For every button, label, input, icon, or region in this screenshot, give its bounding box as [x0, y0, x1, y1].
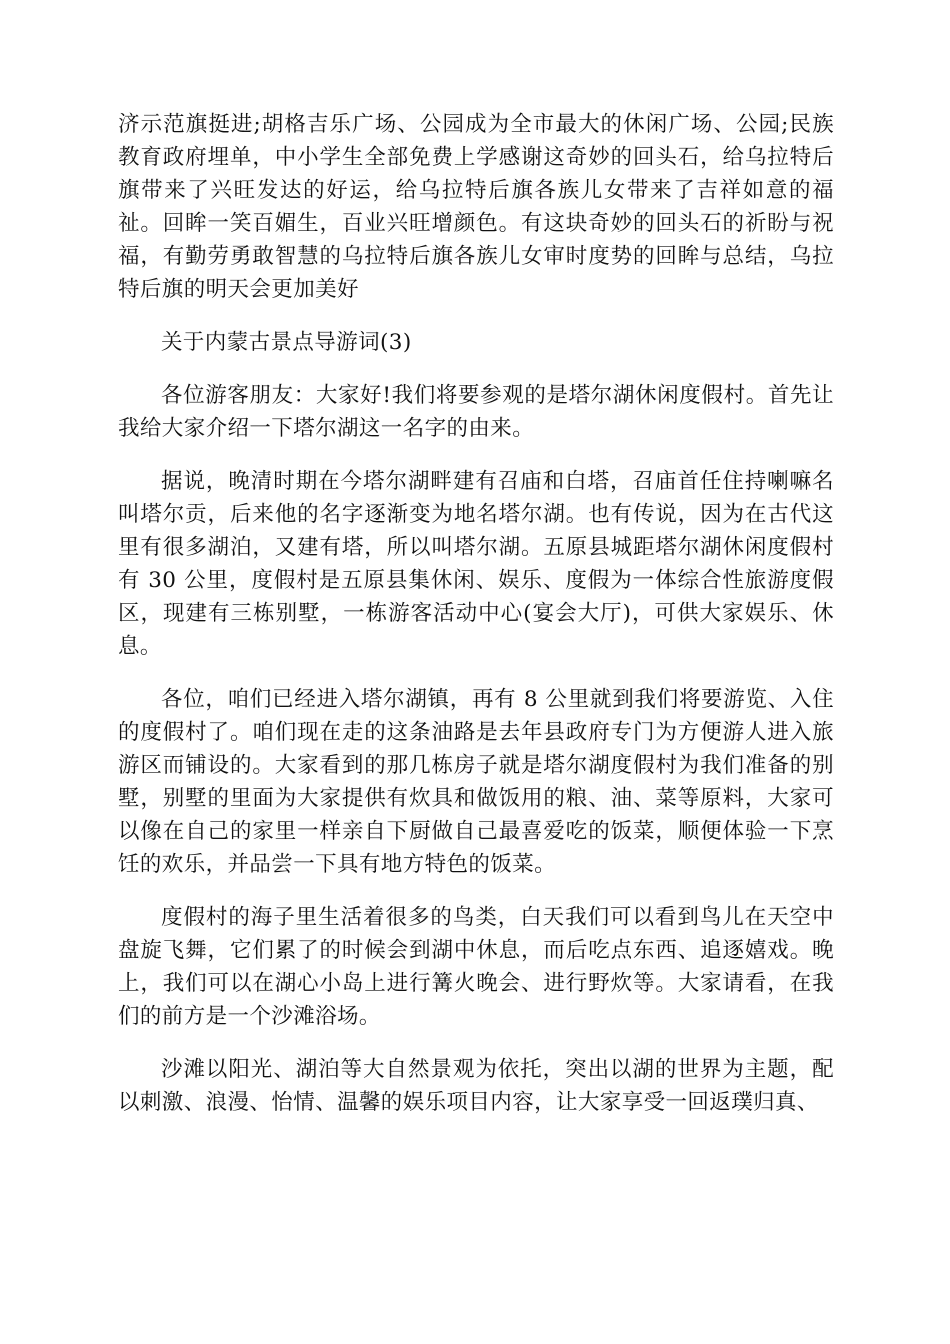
- paragraph-greeting: 各位游客朋友：大家好!我们将要参观的是塔尔湖休闲度假村。首先让我给大家介绍一下塔尔湖这一名字的由来。: [118, 383, 834, 441]
- paragraph-history: 据说，晚清时期在今塔尔湖畔建有召庙和白塔，召庙首任住持喇嘛名叫塔尔贡，后来他的名字逐渐变为地名塔尔湖。也有传说，因为在古代这里有很多湖泊，又建有塔，所以叫塔尔湖。五原县城距塔尔湖休闲度假村有 30 公里，度假村是五原县集休闲、娱乐、度假为一体综合性旅游度假区，现建有三栋别墅，一栋游客活动中心(宴会大厅)，可供大家娱乐、休息。: [118, 469, 834, 659]
- section-heading: 关于内蒙古景点导游词(3): [161, 330, 412, 355]
- paragraph-birds: 度假村的海子里生活着很多的鸟类，白天我们可以看到鸟儿在天空中盘旋飞舞，它们累了的时候会到湖中休息，而后吃点东西、追逐嬉戏。晚上，我们可以在湖心小岛上进行篝火晚会、进行野炊等。大家请看，在我们的前方是一个沙滩浴场。: [118, 905, 834, 1029]
- paragraph-arrival: 各位，咱们已经进入塔尔湖镇，再有 8 公里就到我们将要游览、入住的度假村了。咱们现在走的这条油路是去年县政府专门为方便游人进入旅游区而铺设的。大家看到的那几栋房子就是塔尔湖度假村为我们准备的别墅，别墅的里面为大家提供有炊具和做饭用的粮、油、菜等原料，大家可以像在自己的家里一样亲自下厨做自己最喜爱吃的饭菜，顺便体验一下烹饪的欢乐，并品尝一下具有地方特色的饭菜。: [118, 687, 834, 877]
- document-body: [118, 108, 834, 1139]
- paragraph-continued: 济示范旗挺进;胡格吉乐广场、公园成为全市最大的休闲广场、公园;民族教育政府埋单，中小学生全部免费上学感谢这奇妙的回头石，给乌拉特后旗带来了兴旺发达的好运，给乌拉特后旗各族儿女带来了吉祥如意的福祉。回眸一笑百媚生，百业兴旺增颜色。有这块奇妙的回头石的祈盼与祝福，有勤劳勇敢智慧的乌拉特后旗各族儿女审时度势的回眸与总结，乌拉特后旗的明天会更加美好: [118, 112, 834, 302]
- paragraph-beach: 沙滩以阳光、湖泊等大自然景观为依托，突出以湖的世界为主题，配以刺激、浪漫、怡情、温馨的娱乐项目内容，让大家享受一回返璞归真、: [118, 1057, 834, 1115]
